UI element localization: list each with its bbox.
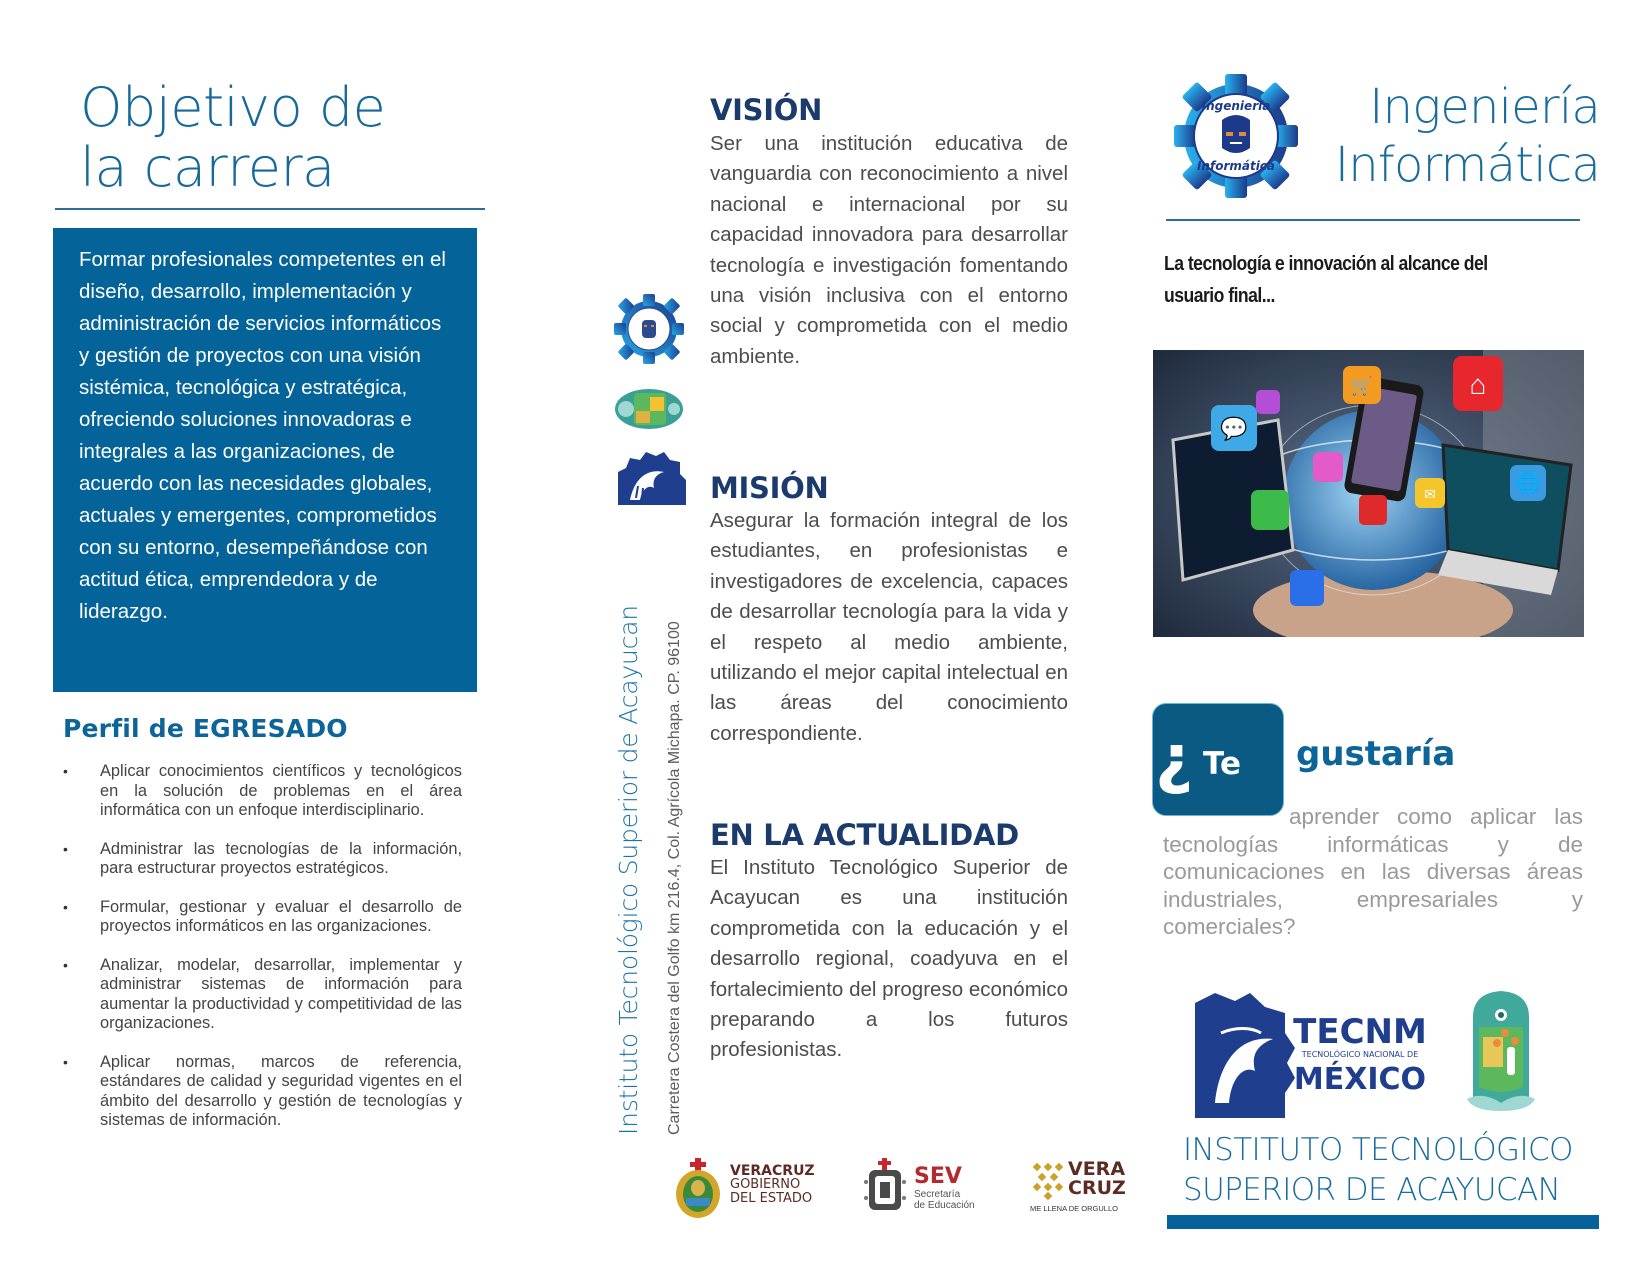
te-label: Te [1203,746,1242,782]
itsa-seal [1463,987,1539,1117]
vertical-institution-name: Instituto Tecnológico Superior de Acayucan [614,605,643,1135]
veracruz-shield-icon [672,1158,724,1220]
tecnm-eagle-logo [612,450,686,505]
de-educacion-label: de Educación [914,1200,975,1211]
career-title-line1: Ingeniería [1369,79,1600,135]
cruz-label: CRUZ [1068,1177,1126,1199]
sev-shield-icon [862,1158,908,1220]
institution-name-line2: SUPERIOR DE ACAYUCAN [1183,1172,1561,1208]
career-divider [1166,219,1580,221]
svg-text:💬: 💬 [1220,416,1248,441]
tecnm-logo [1195,993,1435,1118]
vera-label: VERA [1068,1158,1126,1180]
sev-label: SEV [914,1164,962,1189]
perfil-item: • Administrar las tecnologías de la información, para estructurar proyectos estratégicos. [63,839,462,877]
itsa-seal-logo [612,387,686,431]
svg-text:MÉXICO: MÉXICO [1293,1062,1427,1097]
gustaria-heading: gustaría [1296,734,1456,774]
svg-text:✉: ✉ [1424,486,1436,502]
bullet-icon: • [63,763,68,779]
objective-text: Formar profesionales competentes en el diseño, desarrollo, implementación y administración de servicios informáticos y gestión de proyectos con una visión sistémica, tecnológica y estratégica, ofreciendo soluciones innovadoras e integrales a las organizaciones, de acuerdo con las necesidades globales, actuales y emergentes, comprometidos con su entorno, desempeñándose con actitud ética, emprendedora y de liderazgo. [79,248,446,623]
veracruz-gobierno-logo [672,1158,832,1220]
institution-name-line1: INSTITUTO TECNOLÓGICO [1183,1132,1573,1168]
svg-text:🛒: 🛒 [1350,376,1374,396]
svg-text:⌂: ⌂ [1469,369,1487,400]
perfil-item: • Aplicar conocimientos científicos y tecnológicos en la solución de problemas en el área informática con un enfoque interdisciplinario. [63,762,462,819]
vision-heading: VISIÓN [710,93,823,127]
career-title [1300,78,1600,194]
bullet-icon: • [63,898,68,915]
svg-text:Informática: Informática [1196,159,1276,173]
svg-text:Ingeniería: Ingeniería [1201,99,1271,113]
te-question-box [1152,703,1284,816]
government-logos [672,1150,1126,1230]
inverted-question-mark: ¿ [1155,720,1194,797]
objective-box [53,228,477,692]
hero-image [1153,350,1584,637]
del-estado-label: DEL ESTADO [730,1191,813,1206]
bottom-accent-bar [1167,1215,1599,1229]
objective-title-line1: Objetivo de [80,76,386,139]
career-title-line2: Informática [1334,137,1600,193]
sev-logo [862,1158,982,1220]
veracruz-orgullo-logo [1030,1160,1126,1222]
svg-text:🌐: 🌐 [1515,473,1541,495]
vision-body: Ser una institución educativa de vanguardia con reconocimiento a nivel nacional e internacional por su capacidad innovadora para desarrollar tecnología e investigación fomentando una visión inclusiva con el entorno social y comprometida con el medio ambiente. [710,132,1068,368]
svg-text:TECNOLÓGICO NACIONAL DE: TECNOLÓGICO NACIONAL DE [1301,1050,1419,1059]
institution-name [1183,1130,1603,1210]
perfil-title: Perfil de EGRESADO [63,714,348,743]
ingenieria-informatica-gear-logo [612,292,686,366]
career-gear-logo [1170,70,1302,202]
perfil-item: • Analizar, modelar, desarrollar, implementar y administrar sistemas de información para aumentar la productividad y competitividad de las organizaciones. [63,955,462,1032]
svg-text:TECNM: TECNM [1293,1012,1427,1052]
objective-divider [55,208,485,210]
bullet-icon: • [63,1053,68,1070]
slogan-label: ME LLENA DE ORGULLO [1030,1204,1118,1213]
question-text: aprender como aplicar las tecnologías informáticas y de comunicaciones en las diversas áreas industriales, empresariales y comerciales? [1163,804,1583,939]
veracruz-pattern-icon [1030,1162,1066,1200]
perfil-list [60,762,462,1150]
gobierno-label: GOBIERNO [730,1177,801,1192]
bullet-icon: • [63,840,68,857]
mision-body: Asegurar la formación integral de los estudiantes, en profesionistas e investigadores de excelencia, capaces de desarrollar tecnología para la vida y el respeto al medio ambiente, utilizando el mejor capital intelectual en las áreas del conocimiento correspondiente. [710,509,1068,745]
perfil-item: • Aplicar normas, marcos de referencia, estándares de calidad y seguridad vigentes en el ámbito del desarrollo y gestión de tecnologías y sistemas de información. [63,1052,462,1129]
vertical-address: Carretera Costera del Golfo km 216.4, Col. Agrícola Michapa. CP. 96100 [666,621,683,1135]
actualidad-body: El Instituto Tecnológico Superior de Acayucan es una institución comprometida con la educación y el desarrollo regional, coadyuva en el fortalecimiento del progreso económico preparando a los futuros profesionistas. [710,856,1068,1062]
bullet-icon: • [63,956,68,973]
veracruz-label: VERACRUZ [730,1163,815,1179]
secretaria-label: Secretaría [914,1189,961,1200]
objective-title [80,78,500,198]
perfil-item: • Formular, gestionar y evaluar el desarrollo de proyectos informáticos en las organizaciones. [63,897,462,935]
mision-heading: MISIÓN [710,471,829,505]
tagline: La tecnología e innovación al alcance del usuario final... [1164,253,1488,307]
objective-title-line2: la carrera [80,136,335,199]
actualidad-heading: EN LA ACTUALIDAD [710,818,1019,852]
